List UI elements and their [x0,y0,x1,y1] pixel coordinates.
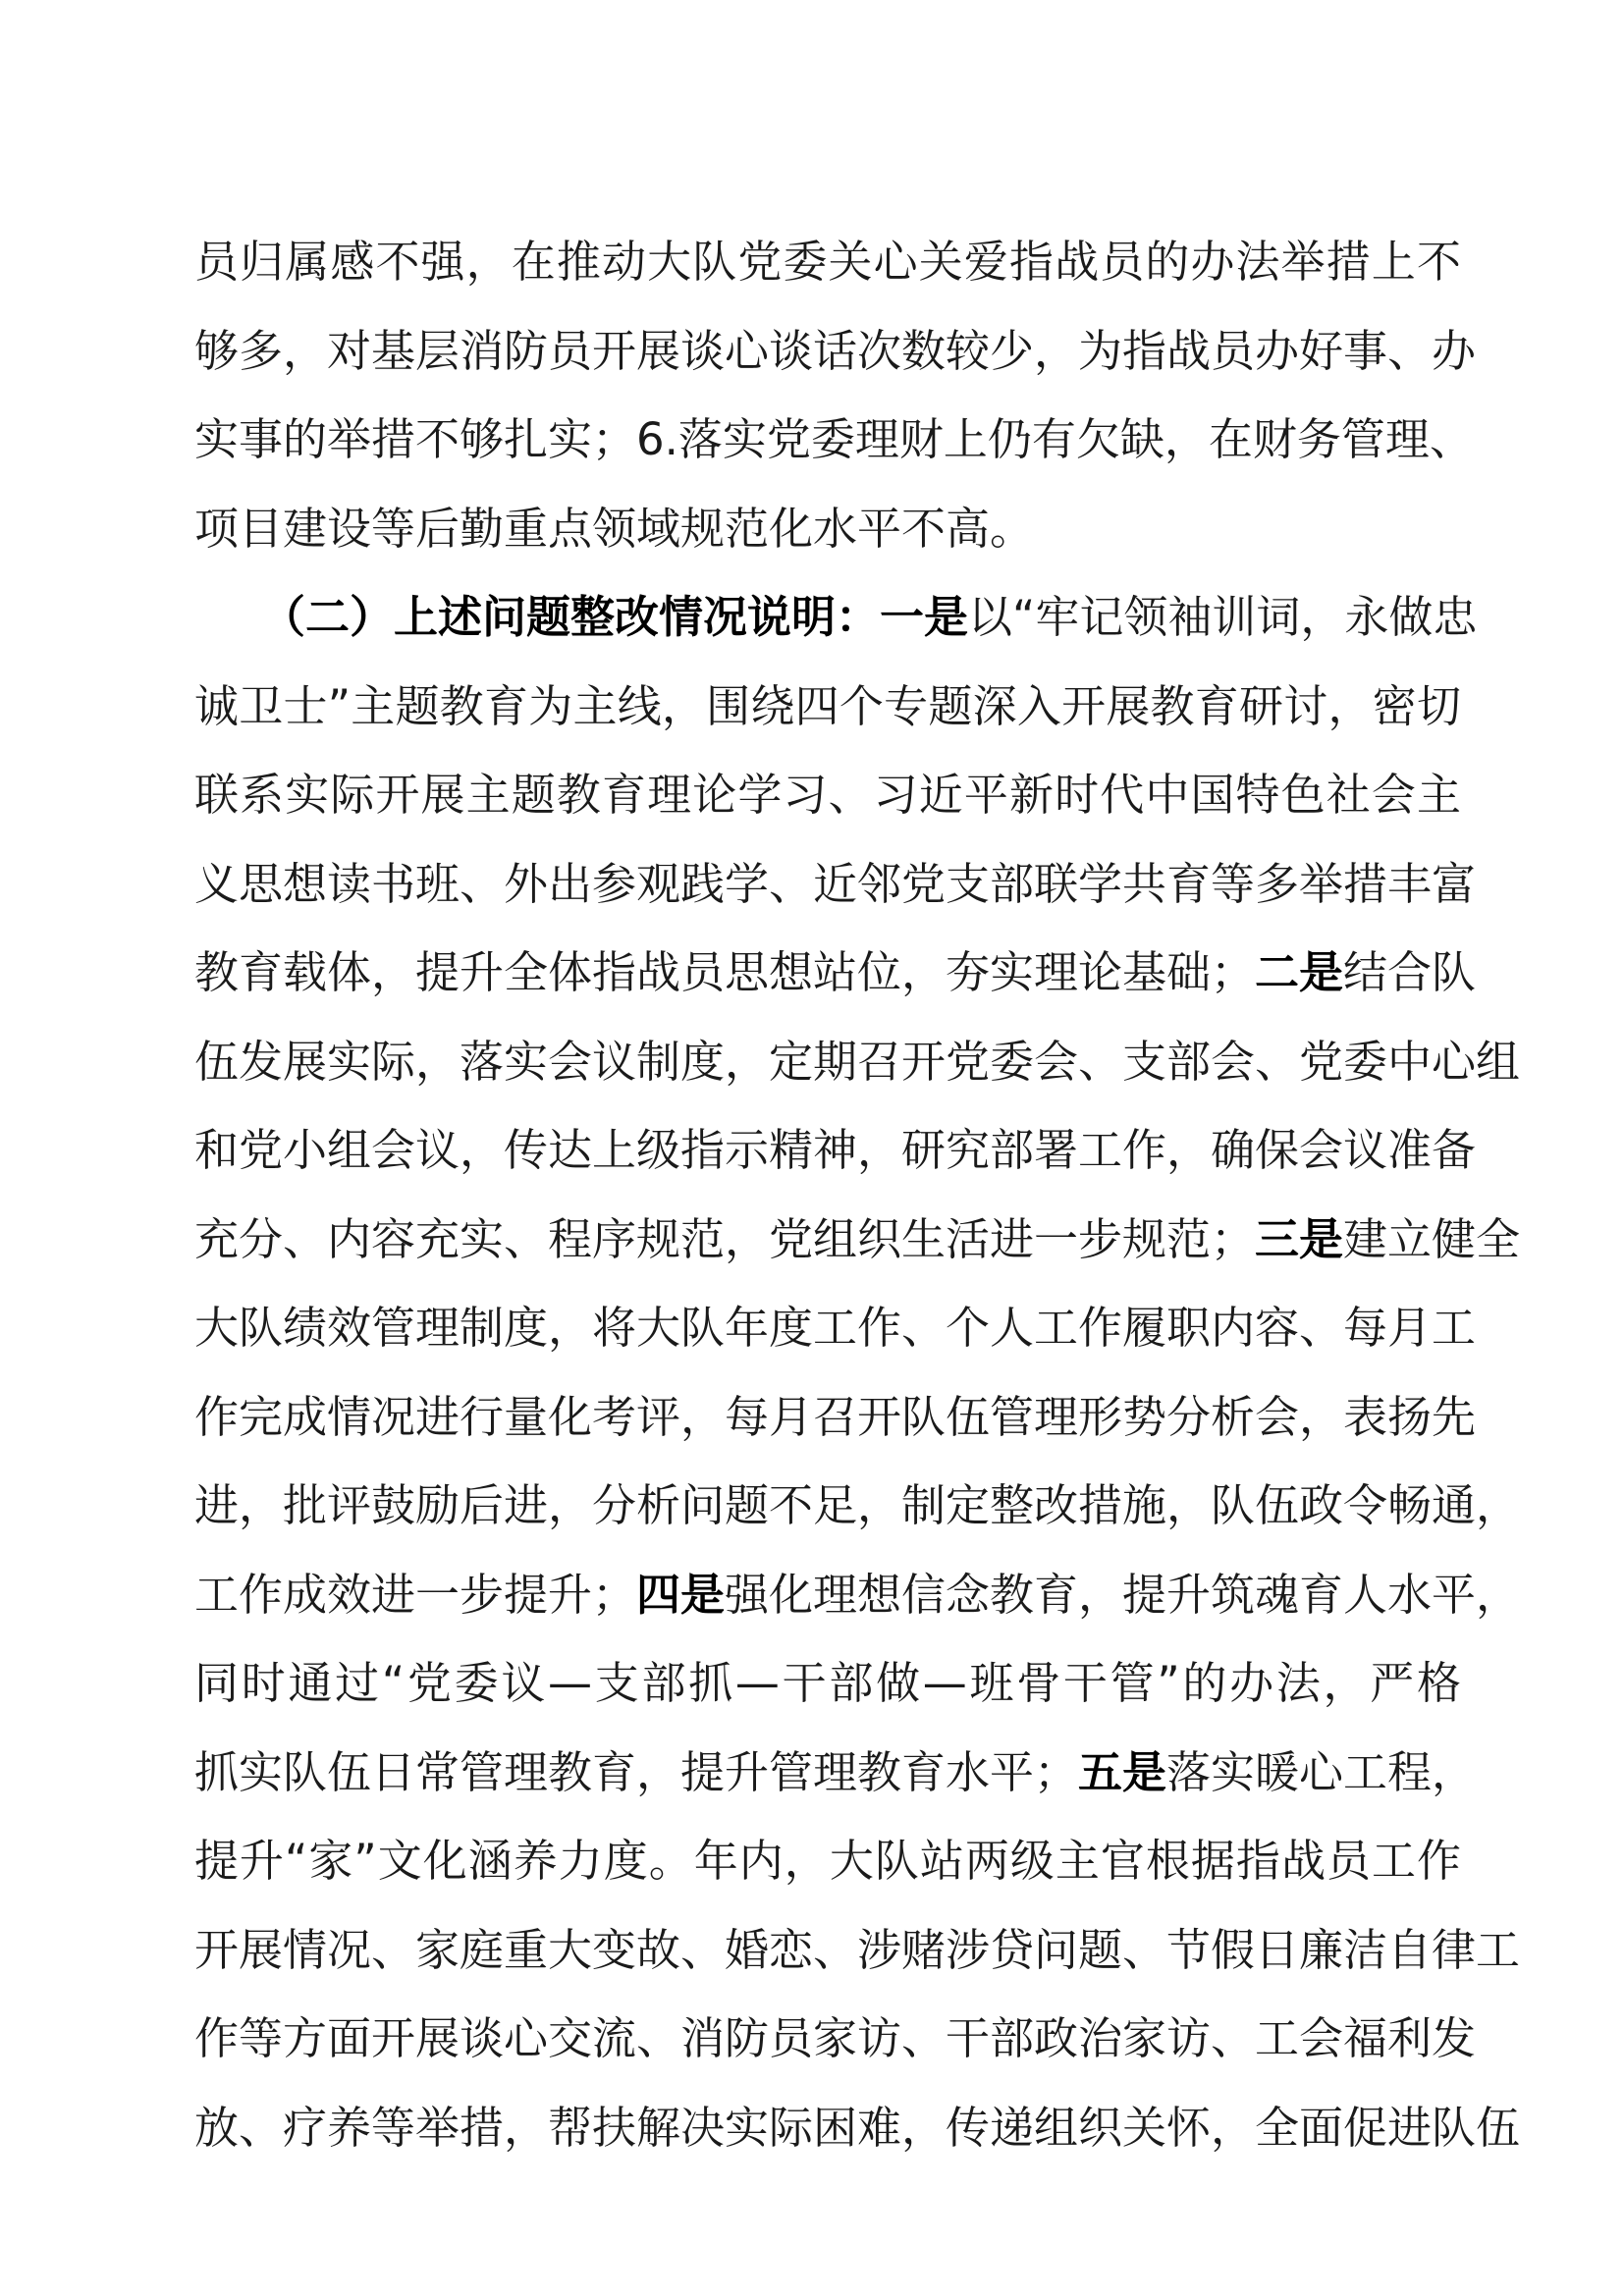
text-line: 大队绩效管理制度，将大队年度工作、个人工作履职内容、每月工 [194,1302,1477,1354]
point-marker: 五是 [1078,1745,1167,1798]
body-text [194,218,1521,2172]
text-line: 项目建设等后勤重点领域规范化水平不高。 [194,502,1035,555]
text-line: 教育载体，提升全体指战员思想站位，夯实理论基础；二是结合队 [194,946,1477,998]
text-line: 开展情况、家庭重大变故、婚恋、涉赌涉贷问题、节假日廉洁自律工 [194,1923,1521,1976]
text-line: 义思想读书班、外出参观践学、近邻党支部联学共育等多举措丰富 [194,857,1477,910]
text-line: 作完成情况进行量化考评，每月召开队伍管理形势分析会，表扬先 [194,1390,1477,1443]
point-marker: 三是 [1255,1212,1344,1265]
text-line: 放、疗养等举措，帮扶解决实际困难，传递组织关怀，全面促进队伍 [194,2101,1521,2154]
point-marker: 一是 [880,591,969,643]
text-line: 员归属感不强，在推动大队党委关心关爱指战员的办法举措上不 [194,236,1461,288]
text-line: 够多，对基层消防员开展谈心谈话次数较少，为指战员办好事、办 [194,324,1477,377]
point-marker: 二是 [1255,946,1344,998]
text-line: 联系实际开展主题教育理论学习、习近平新时代中国特色社会主 [194,769,1461,821]
text-line: 提升“家”文化涵养力度。年内，大队站两级主官根据指战员工作 [194,1835,1461,1887]
text-line: 诚卫士”主题教育为主线，围绕四个专题深入开展教育研讨，密切 [194,679,1461,732]
text-line: 实事的举措不够扎实；6.落实党委理财上仍有欠缺，在财务管理、 [194,413,1474,465]
point-marker: 四是 [636,1568,726,1621]
text-line: 工作成效进一步提升；四是强化理想信念教育，提升筑魂育人水平， [194,1568,1521,1621]
text-line: （二）上述问题整改情况说明：一是以“牢记领袖训词，永做忠 [261,591,1478,643]
text-line: 和党小组会议，传达上级指示精神，研究部署工作，确保会议准备 [194,1124,1477,1176]
text-line: 进，批评鼓励后进，分析问题不足，制定整改措施，队伍政令畅通， [194,1479,1521,1531]
section-heading: （二）上述问题整改情况说明： [261,591,881,643]
text-line: 同时通过“党委议—支部抓—干部做—班骨干管”的办法，严格 [194,1657,1461,1709]
text-line: 抓实队伍日常管理教育，提升管理教育水平；五是落实暖心工程， [194,1745,1477,1798]
text-line: 充分、内容充实、程序规范，党组织生活进一步规范；三是建立健全 [194,1212,1521,1265]
text-line: 伍发展实际，落实会议制度，定期召开党委会、支部会、党委中心组 [194,1035,1521,1088]
text-line: 作等方面开展谈心交流、消防员家访、干部政治家访、工会福利发 [194,2012,1477,2064]
